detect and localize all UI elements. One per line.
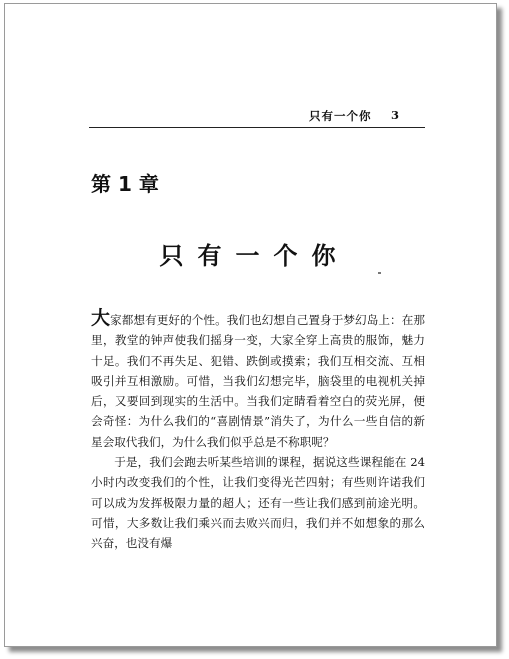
book-page [4,3,497,647]
body-text [91,309,425,554]
header-rule [89,127,425,128]
paragraph-1 [91,309,425,452]
scan-speck [378,272,381,274]
paragraph-2: 于是，我们会跑去听某些培训的课程，据说这些课程能在 24 小时内改变我们的个性，让我们变得光芒四射；有些则许诺我们可以成为发挥极限力量的超人；还有一些让我们感到前途光明。可惜，大多数让我们乘兴而去败兴而归，我们并不如想象的那么兴奋，也没有爆 [91,455,425,551]
chapter-title: 只有一个你 [159,242,350,270]
paragraph-1-text: 家都想有更好的个性。我们也幻想自己置身于梦幻岛上：在那里，教堂的钟声使我们摇身一变，大家全穿上高贵的服饰，魅力十足。我们不再失足、犯错、跌倒或摸索；我们互相交流、互相吸引并互相激励。可惜，当我们幻想完毕，脑袋里的电视机关掉后，又要回到现实的生活中。当我们定睛看着空白的荧光屏，便会奇怪：为什么我们的“喜剧情景”消失了，为什么一些自信的新星会取代我们，为什么我们似乎总是不称职呢？ [91,313,425,449]
paragraph-1-initial: 大 [91,307,111,329]
running-header-title: 只有一个你 [309,109,372,123]
page-number: 3 [391,108,400,122]
chapter-label: 第 1 章 [91,172,159,196]
